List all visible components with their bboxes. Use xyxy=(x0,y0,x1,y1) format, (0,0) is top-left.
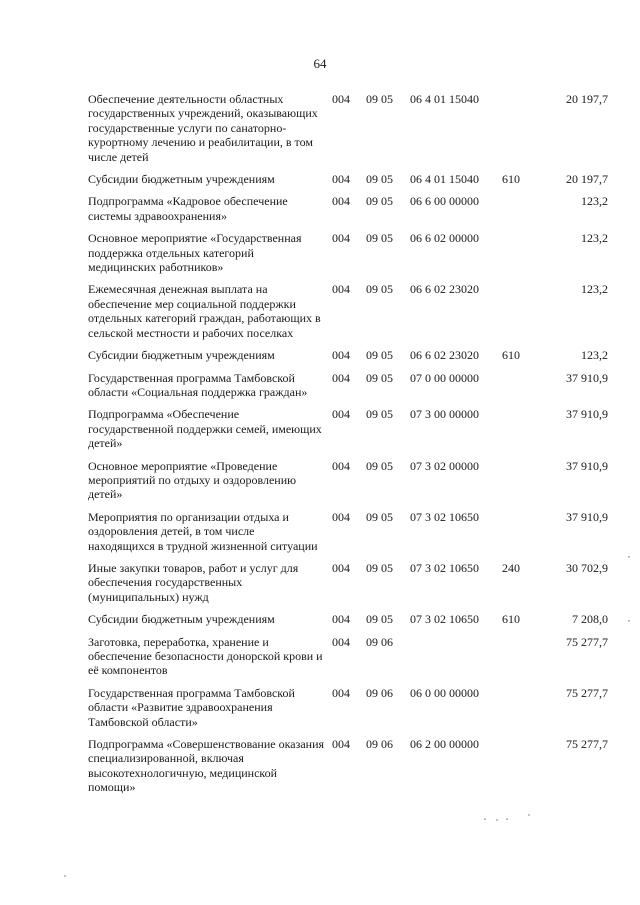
row-amount: 7 208,0 xyxy=(572,612,608,627)
scan-speck xyxy=(628,620,630,622)
row-name: Заготовка, переработка, хранение и обеспечение безопасности донорской крови и её компонентов xyxy=(88,634,323,678)
row-amount: 75 277,7 xyxy=(566,685,608,700)
row-name: Государственная программа Тамбовской области «Развитие здравоохранения Тамбовской области» xyxy=(88,685,295,729)
table-row xyxy=(88,348,608,362)
row-section-code: 09 05 xyxy=(366,231,393,246)
row-target-code: 07 3 02 10650 xyxy=(410,509,479,524)
row-name: Основное мероприятие «Государственная поддержка отдельных категорий медицинских работников» xyxy=(88,231,302,275)
row-amount: 75 277,7 xyxy=(566,634,608,649)
row-section-code: 09 06 xyxy=(366,737,393,752)
row-amount: 123,2 xyxy=(581,231,608,246)
row-name: Мероприятия по организации отдыха и оздоровления детей, в том числе находящихся в трудной жизненной ситуации xyxy=(88,509,318,553)
row-amount: 37 910,9 xyxy=(566,509,608,524)
scan-speck xyxy=(528,814,530,816)
row-amount: 30 702,9 xyxy=(566,560,608,575)
row-ved-code: 004 xyxy=(332,509,350,524)
row-ved-code: 004 xyxy=(332,737,350,752)
table-row xyxy=(88,194,608,223)
table-row xyxy=(88,371,608,400)
row-section-code: 09 05 xyxy=(366,282,393,297)
row-target-code: 06 6 02 23020 xyxy=(410,348,479,363)
row-ved-code: 004 xyxy=(332,407,350,422)
table-row xyxy=(88,407,608,450)
scan-speck xyxy=(496,819,498,821)
table-row xyxy=(88,282,608,340)
row-section-code: 09 05 xyxy=(366,348,393,363)
row-section-code: 09 05 xyxy=(366,509,393,524)
row-expense-type-code: 610 xyxy=(502,612,520,627)
row-ved-code: 004 xyxy=(332,370,350,385)
row-target-code: 06 0 00 00000 xyxy=(410,685,479,700)
row-amount: 37 910,9 xyxy=(566,458,608,473)
scan-speck xyxy=(64,875,66,877)
row-name: Субсидии бюджетным учреждениям xyxy=(88,612,275,627)
row-amount: 20 197,7 xyxy=(566,172,608,187)
row-section-code: 09 06 xyxy=(366,634,393,649)
row-expense-type-code: 610 xyxy=(502,348,520,363)
row-target-code: 06 6 02 23020 xyxy=(410,282,479,297)
row-target-code: 06 4 01 15040 xyxy=(410,172,479,187)
scan-speck xyxy=(506,818,508,820)
row-section-code: 09 05 xyxy=(366,172,393,187)
row-ved-code: 004 xyxy=(332,458,350,473)
table-row xyxy=(88,92,608,164)
table-row xyxy=(88,612,608,626)
row-section-code: 09 05 xyxy=(366,194,393,209)
page-number: 64 xyxy=(313,56,327,71)
row-amount: 75 277,7 xyxy=(566,737,608,752)
row-amount: 20 197,7 xyxy=(566,92,608,106)
row-amount: 123,2 xyxy=(581,194,608,209)
row-section-code: 09 05 xyxy=(366,407,393,422)
row-section-code: 09 06 xyxy=(366,685,393,700)
table-row xyxy=(88,231,608,274)
row-section-code: 09 05 xyxy=(366,458,393,473)
row-target-code: 06 2 00 00000 xyxy=(410,737,479,752)
row-expense-type-code: 610 xyxy=(502,172,520,187)
row-section-code: 09 05 xyxy=(366,92,393,106)
table-row xyxy=(88,561,608,604)
row-target-code: 07 0 00 00000 xyxy=(410,370,479,385)
row-ved-code: 004 xyxy=(332,612,350,627)
row-ved-code: 004 xyxy=(332,685,350,700)
row-name: Субсидии бюджетным учреждениям xyxy=(88,172,275,187)
row-name: Подпрограмма «Кадровое обеспечение системы здравоохранения» xyxy=(88,194,288,223)
row-target-code: 06 4 01 15040 xyxy=(410,92,479,106)
row-section-code: 09 05 xyxy=(366,612,393,627)
table-row xyxy=(88,459,608,502)
row-name: Подпрограмма «Обеспечение государственной поддержки семей, имеющих детей» xyxy=(88,407,322,451)
row-name: Обеспечение деятельности областных государственных учреждений, оказывающих государственные услуги по санаторно-курортному лечению и реабилитации, в том числе детей xyxy=(88,92,318,164)
row-name: Субсидии бюджетным учреждениям xyxy=(88,348,275,363)
scan-speck xyxy=(628,556,630,558)
row-target-code: 07 3 02 10650 xyxy=(410,560,479,575)
row-expense-type-code: 240 xyxy=(502,560,520,575)
row-amount: 37 910,9 xyxy=(566,407,608,422)
row-section-code: 09 05 xyxy=(366,370,393,385)
row-name: Государственная программа Тамбовской области «Социальная поддержка граждан» xyxy=(88,370,308,399)
row-target-code: 06 6 02 00000 xyxy=(410,231,479,246)
row-amount: 123,2 xyxy=(581,348,608,363)
row-target-code: 07 3 02 00000 xyxy=(410,458,479,473)
table-row xyxy=(88,635,608,678)
row-target-code: 07 3 02 10650 xyxy=(410,612,479,627)
row-target-code: 07 3 00 00000 xyxy=(410,407,479,422)
row-ved-code: 004 xyxy=(332,172,350,187)
row-ved-code: 004 xyxy=(332,194,350,209)
table-row xyxy=(88,172,608,186)
table-row xyxy=(88,510,608,553)
table-row xyxy=(88,686,608,729)
row-name: Ежемесячная денежная выплата на обеспечение мер социальной поддержки отдельных категорий граждан, работающих в сельской местности и рабочих поселках xyxy=(88,282,321,340)
row-amount: 37 910,9 xyxy=(566,370,608,385)
table-row xyxy=(88,737,608,795)
row-name: Иные закупки товаров, работ и услуг для обеспечения государственных (муниципальных) нужд xyxy=(88,560,299,604)
row-ved-code: 004 xyxy=(332,560,350,575)
row-name: Основное мероприятие «Проведение мероприятий по отдыху и оздоровлению детей» xyxy=(88,458,297,502)
budget-table xyxy=(88,92,608,803)
row-ved-code: 004 xyxy=(332,92,350,106)
row-ved-code: 004 xyxy=(332,282,350,297)
row-ved-code: 004 xyxy=(332,634,350,649)
row-name: Подпрограмма «Совершенствование оказания специализированной, включая высокотехнологичную, медицинской помощи» xyxy=(88,737,325,795)
row-ved-code: 004 xyxy=(332,231,350,246)
row-section-code: 09 05 xyxy=(366,560,393,575)
row-amount: 123,2 xyxy=(581,282,608,297)
row-ved-code: 004 xyxy=(332,348,350,363)
row-target-code: 06 6 00 00000 xyxy=(410,194,479,209)
scan-speck xyxy=(484,818,486,820)
